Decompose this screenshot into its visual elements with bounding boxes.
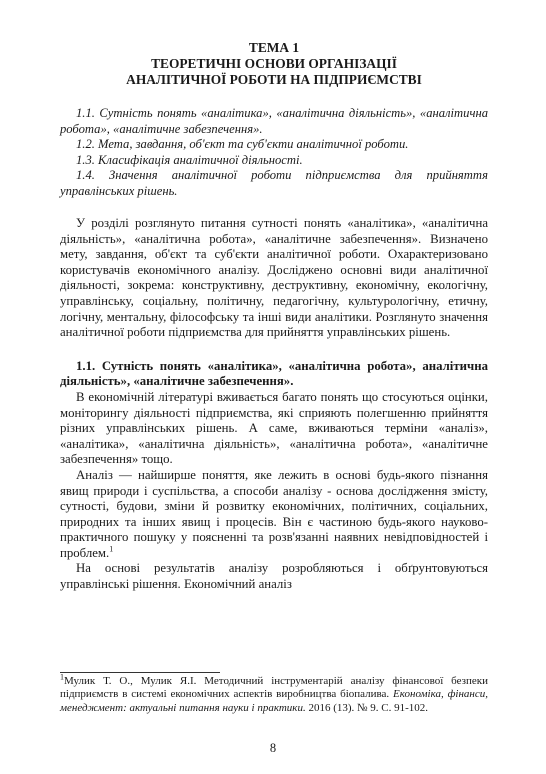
outline-item: 1.4. Значення аналітичної роботи підприємства для прийняття управлінських рішень. <box>60 168 488 198</box>
footnote-reference[interactable]: 1 <box>109 544 114 554</box>
footnote-source: Економіка, фінанси, менеджмент: актуальні питання науки і практики. <box>60 688 488 714</box>
chapter-outline <box>60 106 488 199</box>
body-paragraph <box>60 468 488 562</box>
chapter-title-line-2: АНАЛІТИЧНОЇ РОБОТИ НА ПІДПРИЄМСТВІ <box>126 72 422 87</box>
outline-item: 1.2. Мета, завдання, об'єкт та суб'єкти аналітичної роботи. <box>76 137 409 151</box>
summary-paragraph: У розділі розглянуто питання сутності понять «аналітика», «аналітична діяльність», «аналітична робота», «аналітичне забезпечення». Визначено мету, завдання, об'єкт та суб'єкти аналітичної роботи. Охарактеризовано користувачів економічного аналізу. Досліджено основні види аналітичної діяльності, зокрема: конструктивну, деструктивну, економічну, екологічну, управлінську, соціальну, політичну, педагогічну, культурологічну, етичну, логічну, ментальну, філософську та інші види аналітики. Розглянуто значення аналітичної роботи підприємства для прийняття управлінських рішень. <box>60 216 488 340</box>
topic-label: ТЕМА 1 <box>248 40 300 55</box>
outline-item: 1.3. Класифікація аналітичної діяльності. <box>76 152 303 167</box>
footnote-text: Мулик Т. О., Мулик Я.І. Методичний інструментарій аналізу фінансової безпеки підприємств в системі економічних аспектів виробництва біопалива. <box>60 675 488 701</box>
footnote-mark: 1 <box>60 672 64 682</box>
outline-item: 1.1. Сутність понять «аналітика», «аналітична діяльність», «аналітична робота», «аналітичне забезпечення». <box>60 106 488 136</box>
footnote-details: 2016 (13). № 9. С. 91-102. <box>305 701 429 714</box>
body-paragraph: В економічній літературі вживається багато понять що стосуються оцінки, моніторингу діяльності підприємства, які сприяють полегшенню прийняття різних управлінських рішень. А саме, вживаються терміни «аналіз», «аналітика», «аналітична діяльність», «аналітична робота», «аналітичне забезпечення» тощо. <box>60 389 488 467</box>
body-paragraph: На основі результатів аналізу розробляються і обґрунтовуються управлінські рішення. Економічний аналіз <box>60 561 488 592</box>
footnote <box>60 672 488 715</box>
body-paragraph-text: Аналіз — найширше поняття, яке лежить в основі будь-якого пізнання явищ природи і суспільства, а способи аналізу - основа дослідження змісту, сутності, будови, зміни й розвитку економічних, політичних, соціальних, природних та інших явищ і процесів. Він є частиною будь-якого науково-практичного пошуку у поясненні та розв'язанні наявних невідповідностей і проблем. <box>60 467 488 560</box>
page-number: 8 <box>269 741 277 755</box>
chapter-title-line-1: ТЕОРЕТИЧНІ ОСНОВИ ОРГАНІЗАЦІЇ <box>151 56 397 71</box>
footnote-divider <box>60 672 220 673</box>
section-heading: 1.1. Сутність понять «аналітика», «аналітична робота», аналітична діяльність», «аналітичне забезпечення». <box>60 358 488 389</box>
chapter-heading <box>60 40 488 88</box>
section-body <box>60 390 488 593</box>
chapter-summary <box>60 216 488 341</box>
